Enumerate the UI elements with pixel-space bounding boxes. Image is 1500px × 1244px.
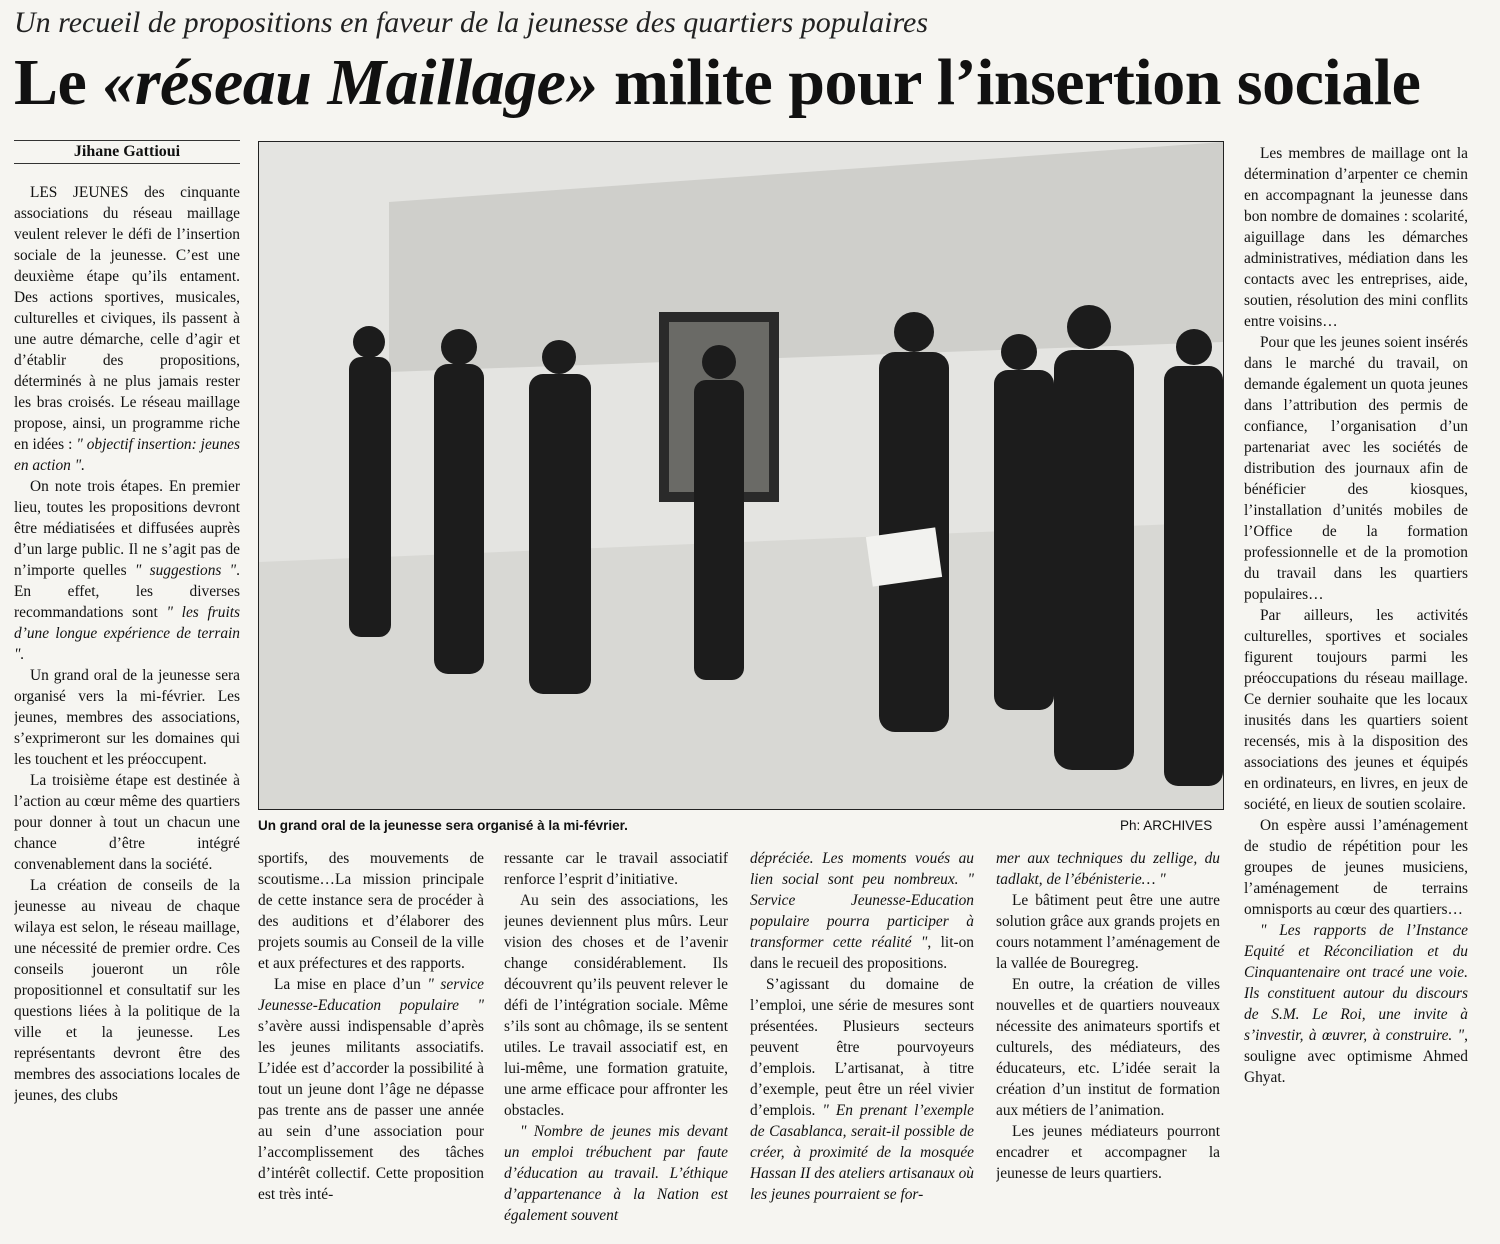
photo-illustration [259,142,1223,809]
paragraph [504,1121,728,1226]
author-byline: Jihane Gattioui [14,140,240,164]
paragraph: Les jeunes médiateurs pourront encadrer et accompagner la jeunesse de leurs quartiers. [996,1123,1220,1182]
quote: " service Jeunesse-Education populaire " [258,976,484,1014]
paragraph [750,974,974,1205]
photo-credit: Ph: ARCHIVES [1120,818,1213,833]
text: , lit-on dans le recueil des propositions. [750,934,974,972]
quote: " En prenant l’exemple de Casablanca, serait-il possible de créer, à proximité de la mosquée Hassan II des ateliers artisanaux où les jeunes pourraient se for- [750,1102,974,1203]
paragraph: ressante car le travail associatif renforce l’esprit d’initiative. [504,850,728,888]
paragraph: sportifs, des mouvements de scoutisme…La mission principale de cette instance sera de procéder à des auditions et d’élaborer des projets soumis au Conseil de la ville et aux préfectures et des rapports. [258,850,484,972]
text: des cinquante associations du réseau maillage veulent relever le défi de l’insertion sociale de la jeunesse. C’est une deuxième étape qu’ils entament. Des actions sportives, musicales, culturelles et civiques, ils passent à une autre démarche, celle d’agir et d’établir des propositions, déterminés à ne plus jamais rester les bras croisés. Le réseau maillage propose, ainsi, un programme riche en idées : [14,184,240,453]
paragraph [750,848,974,974]
article-photo [258,141,1224,810]
paragraph: Pour que les jeunes soient insérés dans le marché du travail, on demande également un quota jeunes dans l’attribution des permis de confiance, l’organisation d’un partenariat avec les sociétés de distribution des journaux afin de bénéficier des kiosques, l’installation d’unités mobiles de l’Office de la formation professionnelle et de la promotion du travail dans les quartiers populaires… [1244,334,1468,603]
text: S’agissant du domaine de l’emploi, une série de mesures sont présentées. Plusieurs secteurs peuvent être pourvoyeurs d’emplois. L’artisanat, à titre d’exemple, peut être un réel vivier d’emplois. [750,976,974,1119]
quote: " suggestions " [134,562,237,579]
text-column-6 [1244,143,1468,1244]
text-column-4 [750,848,974,1244]
text-column-1 [14,182,240,1244]
paragraph [14,476,240,665]
text: La mise en place d’un [274,976,428,993]
paragraph: La troisième étape est destinée à l’action au cœur même des quartiers pour donner à tout un chacun une chance d’être intégré convenablement dans la société. [14,772,240,873]
photo-caption: Un grand oral de la jeunesse sera organisé à la mi-février. [258,818,628,833]
quote: mer aux techniques du zellige, du tadlakt, de l’ébénisterie… " [996,850,1220,888]
text-column-5 [996,848,1220,1244]
text: , souligne avec optimisme Ahmed Ghyat. [1244,1027,1468,1086]
headline-part: milite pour l’insertion sociale [597,46,1421,119]
paragraph: Le bâtiment peut être une autre solution grâce aux grands projets en cours notamment l’aménagement de la vallée de Bouregreg. [996,892,1220,972]
paragraph: En outre, la création de villes nouvelles et de quartiers nouveaux nécessite des animateurs sportifs et culturels, des médiateurs, des éducateurs, etc. L’idée serait la création d’un institut de formation aux métiers de l’animation. [996,976,1220,1119]
text: On note trois étapes. En premier lieu, toutes les propositions devront être médiatisées et diffusées auprès d’un large public. Il ne s’agit pas de n’importe quelles [14,478,240,579]
quote: " les fruits d’une longue expérience de terrain ". [14,604,240,663]
text-column-2 [258,848,484,1244]
text: . En effet, les diverses recommandations sont [14,562,240,621]
paragraph [1244,920,1468,1088]
paragraph [14,182,240,476]
quote: " Les rapports de l’Instance Equité et Réconciliation et du Cinquantenaire ont tracé une voie. Ils constituent autour du discours de S.M. Le Roi, une invite à s’investir, à œuvrer, à construire. " [1244,922,1468,1044]
paragraph: La création de conseils de la jeunesse au niveau de chaque wilaya est selon, le réseau maillage, une nécessité de premier ordre. Ces conseils joueront un rôle propositionnel et consultatif sur les questions liées à la politique de la ville et la jeunesse. Les représentants devront être des membres des associations locales de jeunes, des clubs [14,877,240,1104]
paragraph: Par ailleurs, les activités culturelles, sportives et sociales figurent toujours parmi les préoccupations du réseau maillage. Ce dernier souhaite que les locaux inusités dans les quartiers soient recensés, mis à la disposition des associations des jeunes et équipés en ordinateurs, en livres, en jeux de société, en lieux de soutien scolaire. [1244,607,1468,813]
paragraph: Les membres de maillage ont la détermination d’arpenter ce chemin en accompagnant la jeunesse dans bon nombre de domaines : scolarité, aiguillage dans les démarches administratives, médiation dans les contacts avec les entreprises, aide, soutien, résolution des mini conflits entre voisins… [1244,145,1468,330]
quote: dépréciée. Les moments voués au lien social sont peu nombreux. " Service Jeunesse-Education populaire pourra participer à transformer cette réalité " [750,850,974,951]
article-kicker: Un recueil de propositions en faveur de la jeunesse des quartiers populaires [14,6,929,39]
text-column-3 [504,848,728,1244]
quote: " Nombre de jeunes mis devant un emploi trébuchent par faute d’éducation au travail. L’éthique d’appartenance à la Nation est également souvent [504,1123,728,1224]
headline-part: Le [14,46,103,119]
paragraph: Un grand oral de la jeunesse sera organisé vers la mi-février. Les jeunes, membres des associations, s’exprimeront sur les domaines qui les touchent et les préoccupent. [14,667,240,768]
paragraph: On espère aussi l’aménagement de studio de répétition pour les groupes de jeunes musiciens, l’aménagement de terrains omnisports au cœur des quartiers… [1244,817,1468,918]
article-headline [14,46,1421,119]
lead-in: LES JEUNES [30,184,129,201]
paragraph [258,974,484,1205]
text: s’avère aussi indispensable d’après les jeunes militants associatifs. L’idée est d’accorder la possibilité à tout un jeune dont l’âge ne dépasse pas trente ans de passer une année au sein d’une association pour l’accomplissement des tâches d’intérêt collectif. Cette proposition est très inté- [258,1018,484,1203]
paragraph: Au sein des associations, les jeunes deviennent plus mûrs. Leur vision des choses et de l’avenir change considérablement. Ils découvrent qu’ils peuvent relever le défi de l’intégration sociale. Même s’ils sont au chômage, ils se sentent utiles. Le travail associatif est, en lui-même, une formation gratuite, une arme efficace pour affronter les obstacles. [504,892,728,1119]
headline-emphasis: «réseau Maillage» [102,46,598,119]
quote: " objectif insertion: jeunes en action ". [14,436,240,474]
paragraph [996,848,1220,890]
